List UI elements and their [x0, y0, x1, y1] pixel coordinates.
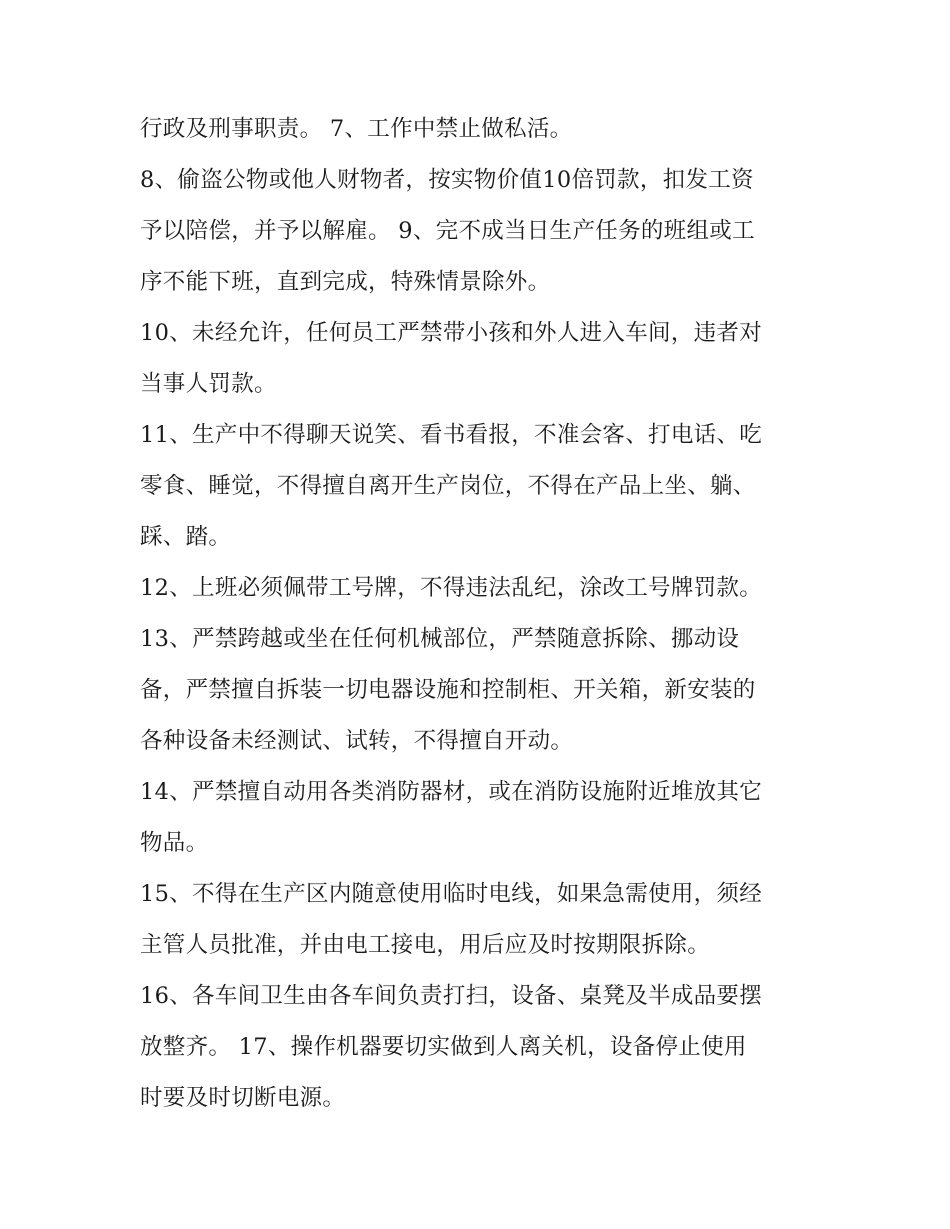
text-line: 序不能下班，直到完成，特殊情景除外。 [140, 269, 551, 295]
text-line: 11、生产中不得聊天说笑、看书看报，不准会客、打电话、吃 [140, 422, 763, 448]
text-line: 备，严禁擅自拆装一切电器设施和控制柜、开关箱，新安装的 [140, 677, 756, 703]
text-line: 14、严禁擅自动用各类消防器材，或在消防设施附近堆放其它 [140, 779, 763, 805]
text-line: 当事人罚款。 [140, 371, 277, 397]
text-line: 主管人员批准，并由电工接电，用后应及时按期限拆除。 [140, 932, 711, 958]
text-line: 行政及刑事职责。 7、工作中禁止做私活。 [140, 116, 573, 142]
text-line: 8、偷盗公物或他人财物者，按实物价值10倍罚款，扣发工资 [140, 167, 754, 193]
text-line: 16、各车间卫生由各车间负责打扫，设备、桌凳及半成品要摆 [140, 983, 763, 1009]
text-line: 13、严禁跨越或坐在任何机械部位，严禁随意拆除、挪动设 [140, 626, 740, 652]
text-line: 时要及时切断电源。 [140, 1085, 346, 1111]
text-line: 各种设备未经测试、试转，不得擅自开动。 [140, 728, 574, 754]
text-line: 踩、踏。 [140, 524, 232, 550]
text-line: 予以陪偿，并予以解雇。 9、完不成当日生产任务的班组或工 [140, 218, 755, 244]
document-body [140, 104, 820, 1124]
text-line: 放整齐。 17、操作机器要切实做到人离关机，设备停止使用 [140, 1034, 747, 1060]
text-line: 12、上班必须佩带工号牌，不得违法乱纪，涂改工号牌罚款。 [140, 575, 763, 601]
text-line: 物品。 [140, 830, 209, 856]
text-line: 零食、睡觉，不得擅自离开生产岗位，不得在产品上坐、躺、 [140, 473, 756, 499]
text-line: 10、未经允许，任何员工严禁带小孩和外人进入车间，违者对 [140, 320, 763, 346]
text-line: 15、不得在生产区内随意使用临时电线，如果急需使用，须经 [140, 881, 763, 907]
